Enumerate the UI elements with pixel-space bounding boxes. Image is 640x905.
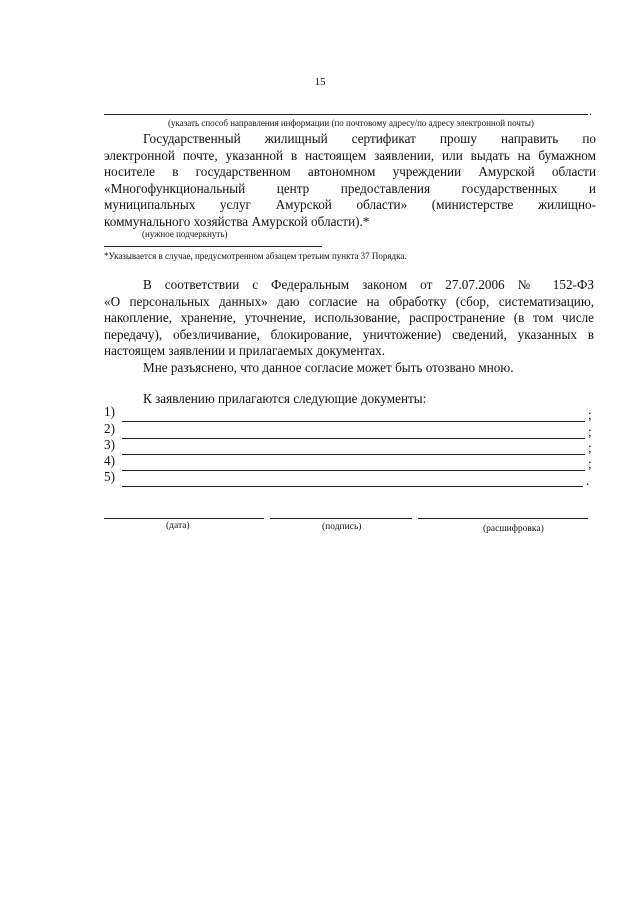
- date-line[interactable]: [104, 518, 264, 519]
- document-line-end: ;: [588, 456, 592, 471]
- date-label: (дата): [166, 521, 190, 531]
- consent-line: настоящем заявлении и прилагаемых документах.: [104, 343, 386, 358]
- consent-paragraph: [104, 277, 594, 376]
- certificate-paragraph: [104, 131, 596, 230]
- certificate-line: носителе в государственном автономном учреждении Амурской области: [104, 164, 596, 179]
- certificate-line: муниципальных услуг Амурской области» (министерстве жилищно-: [104, 197, 596, 212]
- document-number: 3): [104, 437, 115, 452]
- document-input-line[interactable]: [122, 438, 585, 439]
- name-decoding-line[interactable]: [418, 518, 588, 519]
- document-line-end: ;: [588, 440, 592, 455]
- certificate-line: «Многофункциональный центр предоставления государственных и: [104, 180, 596, 196]
- document-input-line[interactable]: [122, 454, 585, 455]
- document-input-line[interactable]: [122, 486, 583, 487]
- certificate-line: коммунального хозяйства Амурской области).*: [104, 213, 370, 229]
- document-input-line[interactable]: [122, 470, 585, 471]
- revocation-note: Мне разъяснено, что данное согласие может быть отозвано мною.: [143, 359, 514, 375]
- consent-line: передачу), обезличивание, блокирование, уничтожение) сведений, указанных в: [104, 326, 594, 342]
- consent-line: «О персональных данных» даю согласие на обработку (сбор, систематизацию,: [104, 293, 594, 309]
- certificate-line: Государственный жилищный сертификат прошу направить по: [143, 131, 596, 146]
- underline-hint: (нужное подчеркнуть): [142, 229, 228, 239]
- document-number: 5): [104, 469, 115, 484]
- name-decoding-label: (расшифровка): [483, 524, 544, 534]
- send-method-line: [104, 114, 588, 115]
- document-line-end: ;: [588, 407, 592, 422]
- footnote-separator: [104, 246, 322, 247]
- send-method-line-end: .: [589, 104, 592, 118]
- signature-label: (подпись): [322, 522, 362, 532]
- send-method-hint: (указать способ направления информации (по почтовому адресу/по адресу электронной почты): [168, 118, 534, 128]
- document-line-end: ;: [588, 424, 592, 439]
- footnote: *Указывается в случае, предусмотренном абзацем третьим пункта 37 Порядка.: [104, 251, 407, 261]
- consent-line: В соответствии с Федеральным законом от 27.07.2006 № 152-ФЗ: [143, 277, 594, 292]
- certificate-line: электронной почте, указанной в настоящем заявлении, или выдать на бумажном: [104, 147, 596, 163]
- document-number: 2): [104, 421, 115, 436]
- document-line-end: .: [586, 473, 590, 488]
- documents-intro: К заявлению прилагаются следующие документы:: [143, 391, 427, 406]
- signature-line[interactable]: [270, 518, 412, 519]
- consent-line: накопление, хранение, уточнение, использование, распространение (в том числе: [104, 310, 594, 325]
- document-input-line[interactable]: [122, 421, 585, 422]
- page-number: 15: [314, 76, 326, 88]
- document-number: 1): [104, 404, 115, 419]
- document-number: 4): [104, 453, 115, 468]
